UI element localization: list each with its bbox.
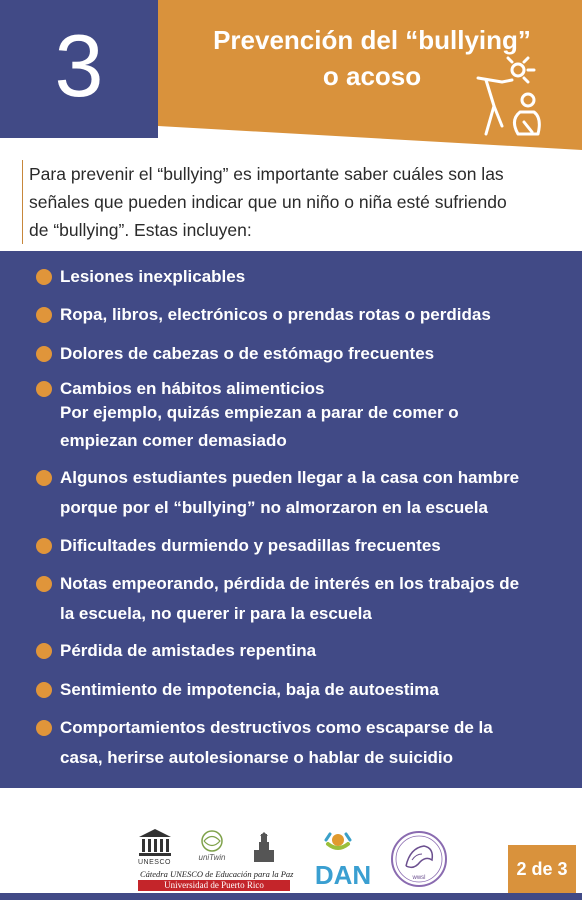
item-text-line: porque por el “bullying” no almorzaron en la escuela [60, 498, 488, 517]
bullet-dot [36, 307, 52, 323]
list-item [36, 377, 576, 453]
unesco-temple-icon [138, 828, 172, 858]
svg-text:DAN: DAN [314, 860, 372, 888]
bullying-illustration-icon [472, 56, 544, 136]
bullet-dot [36, 269, 52, 285]
bullet-dot [36, 576, 52, 592]
catedra-unesco-logo [138, 828, 294, 890]
footer [0, 788, 582, 900]
svg-text:uniTwin: uniTwin [198, 853, 226, 862]
list-item [36, 301, 576, 328]
bullet-dot [36, 470, 52, 486]
item-text-line: Pérdida de amistades repentina [60, 641, 317, 660]
bullet-dot [36, 643, 52, 659]
svg-text:wwsl: wwsl [412, 875, 426, 881]
item-text-line: Dolores de cabezas o de estómago frecuentes [60, 344, 435, 363]
unitwin-logo-icon [194, 828, 230, 862]
bullet-dot [36, 381, 52, 397]
warning-signs-list [0, 251, 582, 788]
list-item [36, 263, 576, 290]
intro-line: de “bullying”. Estas incluyen: [29, 220, 252, 240]
item-text-line: Notas empeorando, pérdida de interés en los trabajos de [60, 574, 520, 593]
title-line-2: o acoso [322, 61, 422, 91]
wwsl-logo-icon [390, 830, 448, 888]
title-line-1: Prevención del “bullying” [213, 25, 531, 55]
item-text-line: Ropa, libros, electrónicos o prendas rotas o perdidas [60, 305, 491, 324]
bottom-bar [0, 893, 582, 900]
list-item [36, 532, 576, 559]
intro-line: señales que pueden indicar que un niño o niña esté sufriendo [29, 192, 507, 212]
item-text-line: Algunos estudiantes pueden llegar a la casa con hambre [60, 468, 520, 487]
bullet-dot [36, 346, 52, 362]
list-item [36, 340, 576, 367]
bullet-dot [36, 538, 52, 554]
bullet-dot [36, 682, 52, 698]
intro-line: Para prevenir el “bullying” es importante saber cuáles son las [29, 164, 504, 184]
header [0, 0, 582, 150]
bullet-dot [36, 720, 52, 736]
list-item [36, 569, 576, 629]
dan-logo-icon [310, 830, 376, 888]
item-text-line: Comportamientos destructivos como escaparse de la [60, 718, 493, 737]
page-indicator: 2 de 3 [508, 845, 576, 893]
intro-paragraph [22, 160, 577, 244]
section-number: 3 [54, 16, 104, 115]
catedra-text: Cátedra UNESCO de Educación para la Paz [140, 869, 294, 879]
item-text-line: Lesiones inexplicables [60, 267, 246, 286]
item-text-line: Dificultades durmiendo y pesadillas frecuentes [60, 536, 441, 555]
university-name: Universidad de Puerto Rico [138, 880, 290, 891]
item-text-line: Cambios en hábitos alimenticios [60, 379, 325, 398]
section-number-box [0, 0, 158, 138]
item-text-line: empiezan comer demasiado [60, 431, 287, 450]
item-text-line: Sentimiento de impotencia, baja de autoestima [60, 680, 439, 699]
list-item [36, 713, 576, 773]
university-tower-icon [252, 832, 276, 864]
list-item [36, 676, 576, 703]
list-item [36, 463, 576, 523]
unesco-label: UNESCO [138, 859, 171, 866]
item-text-line: Por ejemplo, quizás empiezan a parar de comer o [60, 403, 459, 422]
item-text-line: la escuela, no querer ir para la escuela [60, 604, 372, 623]
list-item [36, 637, 576, 664]
item-text-line: casa, herirse autolesionarse o hablar de suicidio [60, 748, 454, 767]
